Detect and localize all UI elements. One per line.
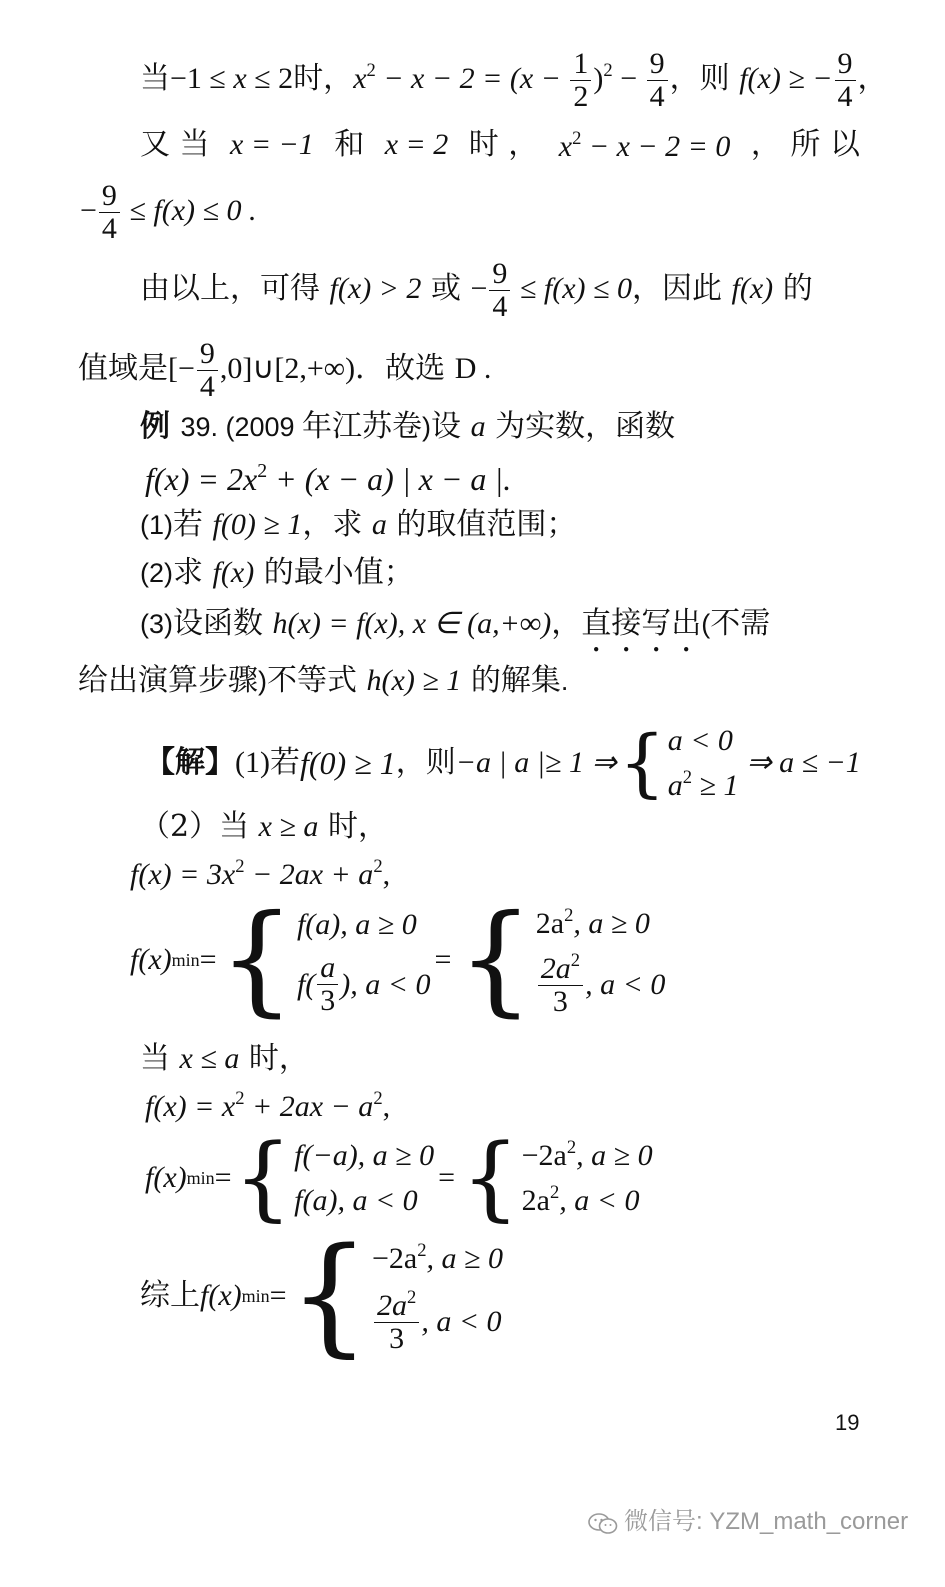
text: 时 ， bbox=[468, 127, 539, 162]
math: ≤ f(x) ≤ 0 bbox=[512, 272, 632, 305]
fraction bbox=[538, 951, 583, 1017]
text: 设函数 bbox=[173, 606, 273, 641]
conclusion bbox=[140, 1221, 504, 1370]
text: 和 bbox=[334, 127, 365, 162]
math: a bbox=[667, 769, 683, 802]
fraction bbox=[835, 48, 856, 112]
math: x = 2 bbox=[384, 128, 449, 161]
numerator bbox=[538, 951, 583, 986]
math: , a < 0 bbox=[421, 1304, 502, 1338]
question-1 bbox=[140, 507, 577, 542]
left-brace: { bbox=[233, 1124, 293, 1231]
math: − bbox=[612, 62, 645, 95]
case-system bbox=[372, 1238, 503, 1354]
math: f(0) ≥ 1 bbox=[299, 745, 396, 781]
question-2 bbox=[140, 555, 414, 590]
example-label: 例 bbox=[140, 409, 181, 444]
case-system bbox=[536, 903, 666, 1017]
denominator: 4 bbox=[837, 79, 853, 113]
solution-line-2 bbox=[140, 127, 860, 164]
numerator bbox=[374, 1288, 419, 1323]
solution-line-1 bbox=[140, 48, 888, 112]
math-group bbox=[559, 130, 731, 162]
watermark bbox=[588, 1510, 908, 1534]
math: ,0]∪[2,+∞) bbox=[219, 352, 356, 385]
denominator: 2 bbox=[573, 79, 589, 113]
case-system bbox=[294, 1133, 434, 1223]
equation-line bbox=[145, 1090, 390, 1122]
math: = bbox=[199, 943, 217, 976]
solution-part-2 bbox=[140, 809, 388, 844]
exponent: 2 bbox=[572, 128, 582, 149]
solution-part-2-case-2 bbox=[140, 1041, 309, 1076]
text: ， 所 以 bbox=[750, 127, 860, 162]
math: = bbox=[214, 1161, 232, 1194]
left-brace: { bbox=[288, 1221, 371, 1370]
text: ) bbox=[422, 412, 432, 442]
text: 又 当 bbox=[140, 127, 210, 162]
exponent: 2 bbox=[235, 856, 245, 877]
fraction bbox=[99, 180, 120, 244]
math: f(x) = 2x bbox=[145, 460, 258, 497]
math: f(0) ≥ 1 bbox=[212, 508, 303, 541]
exponent: 2 bbox=[549, 1181, 560, 1203]
emphasized-text: 直接写出 bbox=[581, 606, 702, 641]
fraction bbox=[317, 952, 338, 1016]
text: 给出演算步骤 bbox=[78, 663, 258, 698]
math: , a < 0 bbox=[559, 1184, 640, 1217]
math: x ≤ a bbox=[179, 1042, 240, 1075]
exponent: 2 bbox=[235, 1088, 245, 1109]
denominator: 4 bbox=[199, 369, 215, 403]
text: （2）当 bbox=[140, 809, 259, 844]
text: 当 bbox=[140, 1041, 180, 1076]
solution-line-4 bbox=[140, 258, 813, 322]
case-row bbox=[536, 951, 666, 1017]
equation-line bbox=[130, 858, 390, 890]
exponent: 2 bbox=[564, 904, 574, 926]
numerator: 1 bbox=[570, 48, 591, 81]
text: 当 bbox=[140, 61, 170, 96]
case-system bbox=[668, 718, 739, 808]
math: − 2ax + a bbox=[244, 858, 374, 892]
text: 的 bbox=[773, 271, 813, 306]
math: f(x) = x bbox=[145, 1090, 236, 1124]
text: ，则 bbox=[395, 745, 456, 780]
math: − x − 2 = (x − bbox=[375, 62, 569, 95]
math: f(x) bbox=[145, 1161, 187, 1194]
text: (2) bbox=[140, 558, 173, 588]
wechat-icon bbox=[588, 1511, 618, 1533]
exponent: 2 bbox=[682, 766, 692, 788]
text: 时， bbox=[293, 61, 354, 96]
left-brace: { bbox=[457, 890, 534, 1029]
text: ( bbox=[701, 609, 711, 639]
text: 39. (2009 bbox=[180, 412, 303, 442]
exponent: 2 bbox=[603, 59, 613, 81]
text: 值域是 bbox=[78, 351, 168, 386]
denominator: 3 bbox=[320, 983, 336, 1017]
fraction bbox=[570, 48, 591, 112]
math: x = −1 bbox=[230, 128, 314, 161]
equals-sign: = bbox=[438, 1161, 456, 1194]
exponent: 2 bbox=[570, 950, 581, 971]
numerator: 9 bbox=[197, 338, 218, 371]
math: −2a bbox=[372, 1242, 418, 1275]
example-heading bbox=[140, 409, 676, 444]
math: h(x) ≥ 1 bbox=[366, 664, 462, 697]
solution-part-1 bbox=[145, 718, 861, 808]
text: 设 bbox=[431, 409, 471, 444]
math: ≤ 2 bbox=[246, 62, 294, 95]
math: − bbox=[470, 272, 488, 305]
case-system bbox=[522, 1133, 653, 1223]
math: + 2ax − a bbox=[244, 1090, 374, 1124]
math: ) bbox=[593, 62, 604, 95]
solution-label: 【解】 bbox=[145, 745, 235, 780]
case-row bbox=[372, 1288, 503, 1354]
text: ，求 bbox=[302, 507, 372, 542]
exponent: 2 bbox=[366, 59, 376, 81]
text: 不等式 bbox=[267, 663, 367, 698]
subscript: min bbox=[241, 1286, 270, 1306]
left-brace: { bbox=[618, 720, 666, 806]
math: f(x) bbox=[212, 556, 255, 589]
text: ， bbox=[551, 606, 582, 641]
math: −a | a |≥ 1 ⇒ bbox=[455, 746, 617, 779]
math: ≥ 1 bbox=[691, 769, 739, 802]
solution-line-3 bbox=[80, 180, 256, 244]
math: − bbox=[80, 194, 97, 227]
text: 为实数，函数 bbox=[485, 409, 676, 444]
text: ．故选 bbox=[355, 351, 455, 386]
math: , a ≥ 0 bbox=[576, 1139, 653, 1172]
text: 由以上，可得 bbox=[140, 271, 330, 306]
fraction bbox=[374, 1288, 419, 1354]
fraction bbox=[647, 48, 668, 112]
equals-sign: = bbox=[434, 943, 452, 976]
case-row: f(a), a ≥ 0 bbox=[296, 908, 417, 941]
math: x ≥ a bbox=[258, 810, 319, 843]
text: 若 bbox=[269, 745, 300, 780]
math: , bbox=[382, 1090, 391, 1124]
solution-line-5 bbox=[78, 338, 491, 402]
math: , a ≥ 0 bbox=[426, 1242, 504, 1275]
text: ，因此 bbox=[631, 271, 732, 306]
text: 不需 bbox=[710, 606, 771, 641]
subscript: min bbox=[171, 950, 200, 970]
case-row bbox=[522, 1178, 653, 1223]
numerator: 9 bbox=[647, 48, 668, 81]
math: f(x) ≥ − bbox=[739, 62, 833, 95]
math: f(x) bbox=[200, 1279, 242, 1312]
text: 的解集 bbox=[461, 663, 561, 698]
text: 时， bbox=[318, 809, 388, 844]
text: 的最小值； bbox=[254, 555, 414, 590]
denominator: 4 bbox=[492, 289, 508, 323]
math: a bbox=[470, 410, 486, 443]
math: 2a bbox=[540, 952, 571, 986]
text: (3) bbox=[140, 609, 173, 639]
denominator: 3 bbox=[552, 984, 568, 1018]
text: 综上 bbox=[140, 1278, 200, 1313]
question-3 bbox=[140, 606, 770, 659]
math: f(x) > 2 bbox=[329, 272, 422, 305]
math: −1 ≤ bbox=[170, 62, 234, 95]
math: f(x) bbox=[731, 272, 774, 305]
denominator: 3 bbox=[389, 1321, 405, 1355]
denominator: 4 bbox=[101, 211, 117, 245]
text: 若 bbox=[173, 507, 213, 542]
math: −2a bbox=[521, 1139, 567, 1172]
math: , bbox=[382, 858, 391, 892]
exponent: 2 bbox=[407, 1287, 417, 1308]
math: f(x) = 3x bbox=[130, 858, 236, 892]
text: 时， bbox=[239, 1041, 309, 1076]
exponent: 2 bbox=[373, 1088, 383, 1109]
left-brace: { bbox=[218, 890, 295, 1029]
exponent: 2 bbox=[417, 1239, 427, 1261]
question-3-continued: 给出演算步骤)不等式 h(x) ≥ 1 的解集. bbox=[78, 663, 569, 698]
text: 的取值范围； bbox=[386, 507, 577, 542]
minimum-piecewise-1 bbox=[130, 890, 666, 1029]
math: h(x) = f(x), x ∈ (a,+∞) bbox=[272, 607, 552, 640]
math: x bbox=[233, 62, 247, 95]
case-row: f(−a), a ≥ 0 bbox=[294, 1139, 435, 1172]
numerator: 9 bbox=[835, 48, 856, 81]
text: ， bbox=[857, 61, 888, 96]
exponent: 2 bbox=[257, 460, 268, 482]
math: f(x) bbox=[130, 943, 172, 976]
text: 年江苏卷 bbox=[302, 409, 423, 444]
subscript: min bbox=[186, 1168, 215, 1188]
math: D . bbox=[454, 352, 492, 385]
math: 2a bbox=[535, 907, 565, 940]
case-row: f(a), a < 0 bbox=[294, 1184, 418, 1217]
fraction bbox=[489, 258, 510, 322]
math: [− bbox=[168, 352, 195, 385]
math: 2a bbox=[377, 1289, 408, 1323]
page-number: 19 bbox=[835, 1410, 860, 1435]
math: ), a < 0 bbox=[340, 967, 431, 1001]
text: (1) bbox=[140, 510, 173, 540]
math: = bbox=[269, 1279, 287, 1312]
text: ，则 bbox=[669, 61, 740, 96]
math: 2a bbox=[521, 1184, 550, 1217]
numerator: a bbox=[317, 952, 338, 985]
case-row: a < 0 bbox=[667, 724, 733, 757]
left-brace: { bbox=[461, 1124, 520, 1231]
case-system bbox=[297, 904, 431, 1016]
exponent: 2 bbox=[373, 856, 383, 877]
math: − x − 2 = 0 bbox=[581, 130, 731, 164]
text: 或 bbox=[421, 271, 471, 306]
case-row bbox=[372, 1238, 503, 1280]
math: + (x − a) | x − a |. bbox=[267, 460, 512, 497]
denominator: 4 bbox=[649, 79, 665, 113]
math: , a < 0 bbox=[585, 967, 666, 1001]
math: x bbox=[353, 62, 367, 95]
math: ⇒ a ≤ −1 bbox=[746, 746, 861, 779]
numerator: 9 bbox=[99, 180, 120, 213]
math: x bbox=[558, 130, 573, 164]
math: a bbox=[371, 508, 387, 541]
fraction bbox=[197, 338, 218, 402]
math: f( bbox=[296, 967, 316, 1001]
minimum-piecewise-2 bbox=[145, 1124, 653, 1231]
text: 求 bbox=[173, 555, 213, 590]
math: , a ≥ 0 bbox=[573, 907, 650, 940]
text: ) bbox=[258, 666, 267, 696]
text: (1) bbox=[235, 746, 270, 779]
case-row bbox=[522, 1133, 653, 1178]
case-row bbox=[297, 952, 431, 1016]
math: ≤ f(x) ≤ 0 . bbox=[121, 194, 257, 227]
case-row bbox=[536, 903, 666, 945]
function-definition bbox=[145, 462, 511, 495]
exponent: 2 bbox=[566, 1136, 577, 1158]
watermark-text: 微信号: YZM_math_corner bbox=[624, 1508, 909, 1535]
numerator: 9 bbox=[489, 258, 510, 291]
case-row bbox=[668, 763, 739, 808]
